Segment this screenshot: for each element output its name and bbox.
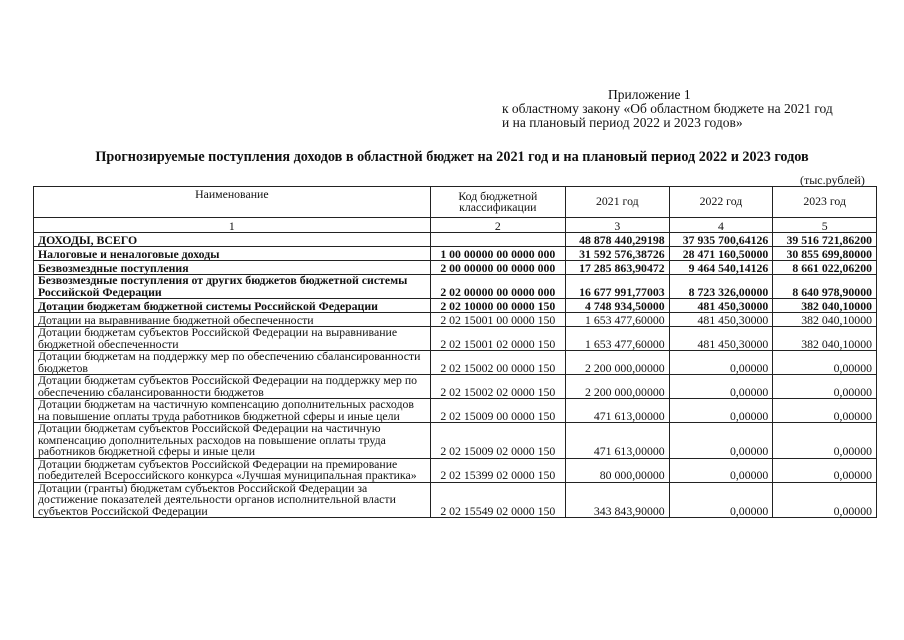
row-name-cell: Дотации бюджетам на частичную компенсацию дополнительных расходов на повышение оплаты труда работников бюджетной сферы и иные цели [34,399,431,423]
table-row [34,299,877,313]
row-2021-cell: 1 653 477,60000 [566,313,670,327]
row-2023-cell: 0,00000 [773,458,877,482]
row-2022-cell: 37 935 700,64126 [669,233,773,247]
row-2021-cell: 1 653 477,60000 [566,327,670,351]
row-name-cell: Дотации бюджетам субъектов Российской Федерации на поддержку мер по обеспечению сбалансированности бюджетов [34,375,431,399]
col-number-4: 4 [669,218,773,233]
row-code-cell [430,233,565,247]
header-name: Наименование [34,187,431,218]
table-row [34,399,877,423]
row-2023-cell: 0,00000 [773,399,877,423]
annex-block [502,88,833,130]
row-name-cell: Дотации на выравнивание бюджетной обеспеченности [34,313,431,327]
row-2021-cell: 80 000,00000 [566,458,670,482]
row-2022-cell: 0,00000 [669,375,773,399]
annex-line-2: к областному закону «Об областном бюджете на 2021 год [502,101,833,116]
row-name-cell: ДОХОДЫ, ВСЕГО [34,233,431,247]
row-2023-cell: 0,00000 [773,375,877,399]
table-row [34,482,877,518]
table-row [34,313,877,327]
row-2022-cell: 0,00000 [669,351,773,375]
row-2021-cell: 17 285 863,90472 [566,261,670,275]
row-2022-cell: 481 450,30000 [669,299,773,313]
row-name-cell: Дотации бюджетам бюджетной системы Российской Федерации [34,299,431,313]
row-name-cell: Безвозмездные поступления от других бюджетов бюджетной системы Российской Федерации [34,275,431,299]
revenue-table [33,186,877,518]
row-name-cell: Дотации бюджетам субъектов Российской Федерации на выравнивание бюджетной обеспеченности [34,327,431,351]
row-2021-cell: 48 878 440,29198 [566,233,670,247]
row-code-cell: 2 02 15549 02 0000 150 [430,482,565,518]
row-code-cell: 2 00 00000 00 0000 000 [430,261,565,275]
row-2022-cell: 0,00000 [669,399,773,423]
row-2023-cell: 8 640 978,90000 [773,275,877,299]
row-code-cell: 2 02 15002 02 0000 150 [430,375,565,399]
row-2023-cell: 0,00000 [773,351,877,375]
row-2021-cell: 471 613,00000 [566,423,670,459]
table-row [34,458,877,482]
row-code-cell: 2 02 10000 00 0000 150 [430,299,565,313]
col-number-3: 3 [566,218,670,233]
row-2023-cell: 39 516 721,86200 [773,233,877,247]
row-name-cell: Дотации (гранты) бюджетам субъектов Российской Федерации за достижение показателей деятельности органов исполнительной власти субъектов Российской Федерации [34,482,431,518]
header-code: Код бюджетной классификации [430,187,565,218]
col-number-1: 1 [34,218,431,233]
table-row [34,423,877,459]
row-2021-cell: 31 592 576,38726 [566,247,670,261]
row-code-cell: 2 02 15001 00 0000 150 [430,313,565,327]
annex-line-3: и на плановый период 2022 и 2023 годов» [502,115,743,130]
row-2022-cell: 9 464 540,14126 [669,261,773,275]
row-code-cell: 2 02 15009 02 0000 150 [430,423,565,459]
row-name-cell: Дотации бюджетам на поддержку мер по обеспечению сбалансированности бюджетов [34,351,431,375]
row-2022-cell: 0,00000 [669,482,773,518]
row-2023-cell: 0,00000 [773,482,877,518]
col-number-5: 5 [773,218,877,233]
row-code-cell: 2 02 15009 00 0000 150 [430,399,565,423]
row-name-cell: Дотации бюджетам субъектов Российской Федерации на частичную компенсацию дополнительных расходов на повышение оплаты труда работников бюджетной сферы и иные цели [34,423,431,459]
row-code-cell: 2 02 15001 02 0000 150 [430,327,565,351]
table-row [34,375,877,399]
header-2023: 2023 год [773,187,877,218]
row-2022-cell: 28 471 160,50000 [669,247,773,261]
row-2023-cell: 382 040,10000 [773,313,877,327]
header-2021: 2021 год [566,187,670,218]
row-2023-cell: 382 040,10000 [773,299,877,313]
row-2023-cell: 0,00000 [773,423,877,459]
row-2022-cell: 481 450,30000 [669,327,773,351]
table-row [34,261,877,275]
row-2021-cell: 471 613,00000 [566,399,670,423]
table-row [34,327,877,351]
row-name-cell: Дотации бюджетам субъектов Российской Федерации на премирование победителей Всероссийского конкурса «Лучшая муниципальная практика» [34,458,431,482]
row-code-cell: 2 02 15399 02 0000 150 [430,458,565,482]
row-2021-cell: 343 843,90000 [566,482,670,518]
row-2021-cell: 2 200 000,00000 [566,351,670,375]
row-2021-cell: 2 200 000,00000 [566,375,670,399]
row-2021-cell: 16 677 991,77003 [566,275,670,299]
row-name-cell: Безвозмездные поступления [34,261,431,275]
table-row [34,233,877,247]
table-row [34,247,877,261]
col-number-2: 2 [430,218,565,233]
row-code-cell: 1 00 00000 00 0000 000 [430,247,565,261]
document-title: Прогнозируемые поступления доходов в областной бюджет на 2021 год и на плановый период 2022 и 2023 годов [95,149,809,165]
row-code-cell: 2 02 15002 00 0000 150 [430,351,565,375]
row-name-cell: Налоговые и неналоговые доходы [34,247,431,261]
table-row [34,351,877,375]
unit-label: (тыс.рублей) [800,173,865,187]
annex-line-1: Приложение 1 [608,87,691,102]
table-row [34,275,877,299]
row-2022-cell: 481 450,30000 [669,313,773,327]
row-2021-cell: 4 748 934,50000 [566,299,670,313]
row-2023-cell: 382 040,10000 [773,327,877,351]
row-2022-cell: 0,00000 [669,423,773,459]
row-2022-cell: 8 723 326,00000 [669,275,773,299]
row-2023-cell: 30 855 699,80000 [773,247,877,261]
row-2022-cell: 0,00000 [669,458,773,482]
row-code-cell: 2 02 00000 00 0000 000 [430,275,565,299]
row-2023-cell: 8 661 022,06200 [773,261,877,275]
header-2022: 2022 год [669,187,773,218]
